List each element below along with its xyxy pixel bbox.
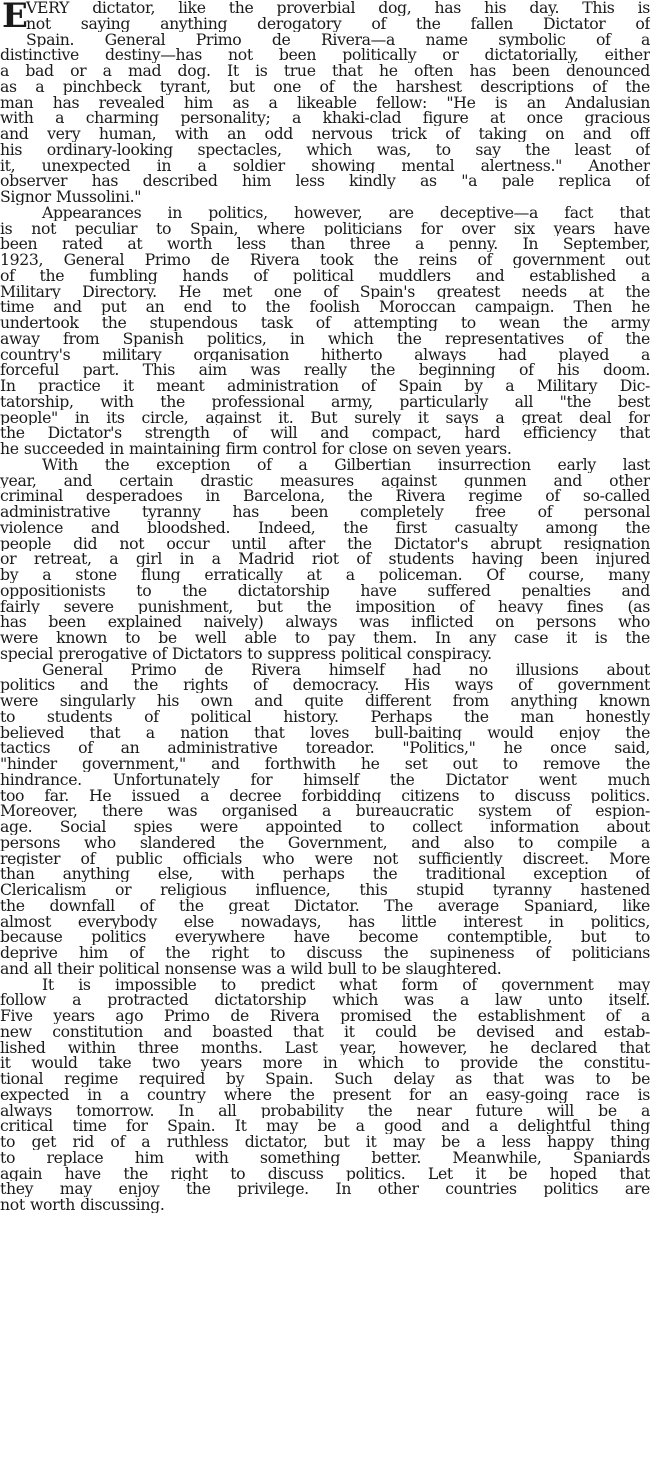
text-line: lished within three months. Last year, however, he declared that bbox=[0, 1039, 650, 1056]
text-line: almost everybody else nowadays, has little interest in politics, bbox=[0, 913, 650, 930]
text-line: critical time for Spain. It may be a good and a delightful thing bbox=[0, 1118, 650, 1134]
text-line: country's military organisation hitherto always had played a bbox=[0, 346, 650, 363]
text-line: a bad or a mad dog. It is true that he often has been denounced bbox=[0, 63, 650, 79]
text-line: his ordinary-looking spectacles, which was, to say the least of bbox=[0, 141, 650, 158]
text-line: persons who slandered the Government, and also to compile a bbox=[0, 834, 650, 851]
text-line: register of public officials who were not sufficiently discreet. More bbox=[0, 850, 650, 867]
text-line: away from Spanish politics, in which the representatives of the bbox=[0, 330, 650, 347]
text-line: been rated at worth less than three a penny. In September, bbox=[0, 236, 650, 252]
text-line: he succeeded in maintaining firm control for close on seven years. bbox=[0, 441, 512, 457]
text-line: tatorship, with the professional army, particularly all "the best bbox=[0, 393, 650, 410]
paragraph-5 bbox=[0, 977, 650, 1213]
paragraph-1 bbox=[0, 0, 650, 205]
text-line: it would take two years more in which to provide the constitu- bbox=[0, 1055, 650, 1071]
text-line: hindrance. Unfortunately for himself the Dictator went much bbox=[0, 771, 650, 788]
text-line: deprive him of the right to discuss the supineness of politicians bbox=[0, 945, 650, 961]
text-line: distinctive destiny—has not been politically or dictatorially, either bbox=[0, 47, 650, 63]
text-line: "hinder government," and forthwith he set out to remove the bbox=[0, 756, 650, 772]
text-line: were singularly his own and quite different from anything known bbox=[0, 693, 650, 709]
text-line: than anything else, with perhaps the traditional exception of bbox=[0, 866, 650, 882]
text-line: again have the right to discuss politics. Let it be hoped that bbox=[0, 1165, 650, 1182]
text-line: age. Social spies were appointed to collect information about bbox=[0, 819, 650, 835]
drop-cap: E bbox=[2, 0, 28, 36]
text-line: the downfall of the great Dictator. The average Spaniard, like bbox=[0, 897, 650, 914]
lead-line-text: dictator, like the proverbial dog, has his day. This is bbox=[69, 0, 650, 16]
text-line: With the exception of a Gilbertian insurrection early last bbox=[42, 456, 650, 473]
text-line: they may enjoy the privilege. In other countries politics are bbox=[0, 1181, 650, 1197]
text-line: new constitution and boasted that it could be devised and estab- bbox=[0, 1023, 650, 1040]
text-line: fairly severe punishment, but the imposition of heavy fines (as bbox=[0, 598, 650, 615]
text-line: to students of political history. Perhaps the man honestly bbox=[0, 708, 650, 725]
text-line: Five years ago Primo de Rivera promised the establishment of a bbox=[0, 1008, 650, 1024]
text-line: Spain. General Primo de Rivera—a name symbolic of a bbox=[26, 31, 650, 48]
text-line: oppositionists to the dictatorship have suffered penalties and bbox=[0, 582, 650, 599]
paragraph-3 bbox=[0, 457, 650, 662]
text-line: were known to be well able to pay them. In any case it is the bbox=[0, 630, 650, 646]
text-line: violence and bloodshed. Indeed, the first casualty among the bbox=[0, 519, 650, 536]
text-line: always tomorrow. In all probability the near future will be a bbox=[0, 1102, 650, 1119]
text-line: with a charming personality; a khaki-clad figure at once gracious bbox=[0, 110, 650, 126]
text-line: of the fumbling hands of political muddlers and established a bbox=[0, 267, 650, 284]
text-line: and very human, with an odd nervous trick of taking on and off bbox=[0, 126, 650, 142]
lead-word: VERY bbox=[26, 0, 70, 16]
text-line: man has revealed him as a likeable fellow: "He is an Andalusian bbox=[0, 94, 650, 111]
text-line: and all their political nonsense was a wild bull to be slaughtered. bbox=[0, 960, 502, 977]
text-line: not saying anything derogatory of the fallen Dictator of bbox=[26, 15, 650, 32]
text-line: tional regime required by Spain. Such delay as that was to be bbox=[0, 1071, 650, 1087]
text-line: year, and certain drastic measures against gunmen and other bbox=[0, 472, 650, 489]
text-line: it, unexpected in a soldier showing mental alertness." Another bbox=[0, 157, 650, 174]
text-line: General Primo de Rivera himself had no illusions about bbox=[42, 661, 650, 678]
text-line: to replace him with something better. Meanwhile, Spaniards bbox=[0, 1149, 650, 1166]
text-line: because politics everywhere have become contemptible, but to bbox=[0, 929, 650, 945]
text-line: 1923, General Primo de Rivera took the reins of government out bbox=[0, 252, 650, 268]
text-line: people did not occur until after the Dictator's abrupt resignation bbox=[0, 535, 650, 552]
text-line: by a stone flung erratically at a policeman. Of course, many bbox=[0, 567, 650, 583]
text-line: or retreat, a girl in a Madrid riot of students having been injured bbox=[0, 551, 650, 567]
text-line: believed that a nation that loves bull-baiting would enjoy the bbox=[0, 724, 650, 741]
text-line: observer has described him less kindly as "a pale replica of bbox=[0, 173, 650, 189]
text-line: the Dictator's strength of will and compact, hard efficiency that bbox=[0, 425, 650, 441]
text-line: administrative tyranny has been completely free of personal bbox=[0, 504, 650, 520]
text-line: Appearances in politics, however, are deceptive—a fact that bbox=[42, 204, 650, 221]
text-line: time and put an end to the foolish Moroccan campaign. Then he bbox=[0, 299, 650, 315]
text-line: tactics of an administrative toreador. "Politics," he once said, bbox=[0, 740, 650, 756]
text-line bbox=[26, 0, 650, 16]
paragraph-2 bbox=[0, 205, 650, 457]
text-line: criminal desperadoes in Barcelona, the Rivera regime of so-called bbox=[0, 488, 650, 504]
text-line: follow a protracted dictatorship which was a law unto itself. bbox=[0, 992, 650, 1008]
text-line: Clericalism or religious influence, this stupid tyranny hastened bbox=[0, 882, 650, 898]
text-line: It is impossible to predict what form of government may bbox=[42, 976, 650, 993]
text-line: people" in its circle, against it. But surely it says a great deal for bbox=[0, 409, 650, 426]
text-line: has been explained naively) always was inflicted on persons who bbox=[0, 614, 650, 630]
text-line: not worth discussing. bbox=[0, 1197, 165, 1213]
text-line: forceful part. This aim was really the beginning of his doom. bbox=[0, 362, 650, 378]
text-line: undertook the stupendous task of attempting to wean the army bbox=[0, 315, 650, 331]
text-line: to get rid of a ruthless dictator, but it may be a less happy thing bbox=[0, 1134, 650, 1150]
text-line: In practice it meant administration of Spain by a Military Dic- bbox=[0, 378, 650, 394]
text-line: special prerogative of Dictators to suppress political conspiracy. bbox=[0, 645, 492, 662]
text-line: Moreover, there was organised a bureaucratic system of espion- bbox=[0, 803, 650, 819]
text-line: is not peculiar to Spain, where politicians for over six years have bbox=[0, 220, 650, 237]
text-line: as a pinchbeck tyrant, but one of the harshest descriptions of the bbox=[0, 78, 650, 95]
text-line: expected in a country where the present for an easy-going race is bbox=[0, 1086, 650, 1103]
paragraph-4 bbox=[0, 662, 650, 977]
text-line: too far. He issued a decree forbidding citizens to discuss politics. bbox=[0, 787, 650, 804]
text-line: Signor Mussolini." bbox=[0, 189, 142, 205]
text-line: Military Directory. He met one of Spain's greatest needs at the bbox=[0, 283, 650, 300]
text-line: politics and the rights of democracy. His ways of government bbox=[0, 677, 650, 693]
